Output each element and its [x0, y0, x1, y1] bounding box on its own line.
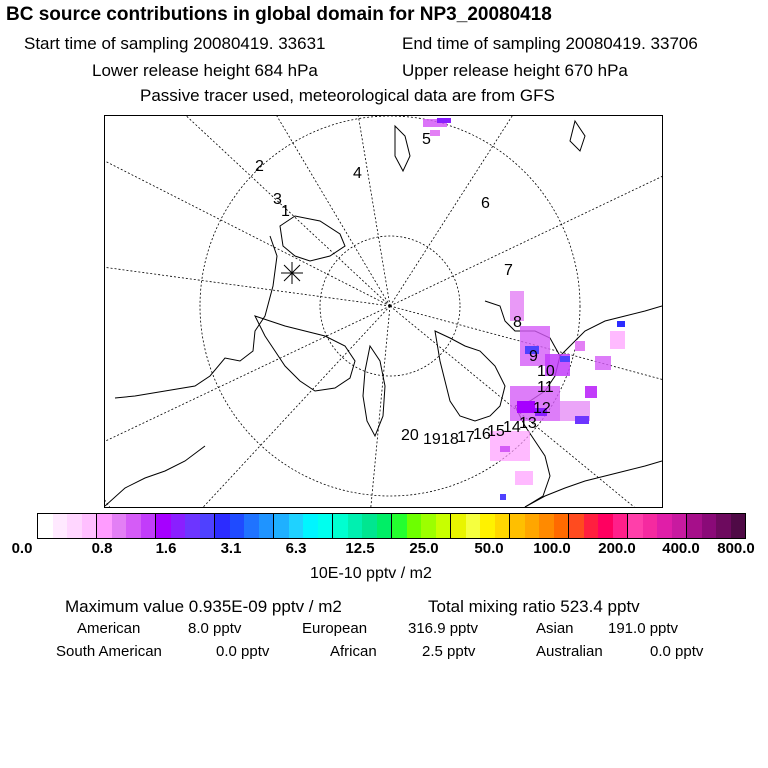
- colorbar-swatch: [702, 514, 717, 538]
- trajectory-label: 12: [533, 400, 551, 417]
- meridian-line: [195, 306, 390, 507]
- colorbar-swatch: [613, 514, 629, 538]
- colorbar-swatch: [687, 514, 702, 538]
- trajectory-label: 2: [255, 158, 264, 175]
- trajectory-label: 9: [529, 348, 538, 365]
- meridian-line: [355, 116, 390, 306]
- trajectory-label: 14: [503, 419, 521, 436]
- colorbar-tick-label: 3.1: [220, 540, 242, 557]
- trajectory-label: 16: [473, 426, 491, 443]
- latitude-circle-outer: [105, 116, 662, 507]
- colorbar-tick-label: 0.0: [11, 540, 33, 557]
- color-scale-bar: [37, 513, 746, 539]
- colorbar-swatch: [200, 514, 216, 538]
- colorbar-swatch: [274, 514, 289, 538]
- total-mixing-ratio-text: Total mixing ratio 523.4 pptv: [428, 597, 640, 616]
- european-value: 316.9 pptv: [408, 620, 479, 637]
- colorbar-swatch: [525, 514, 540, 538]
- colorbar-tick-label: 100.0: [533, 540, 571, 557]
- european-label: European: [302, 620, 368, 637]
- colorbar-swatch: [510, 514, 525, 538]
- colorbar-swatch: [495, 514, 511, 538]
- colorbar-swatch: [451, 514, 466, 538]
- colorbar-swatch: [362, 514, 377, 538]
- meridian-line: [370, 306, 390, 507]
- american-value: 8.0 pptv: [188, 620, 242, 637]
- colorbar-swatch: [421, 514, 436, 538]
- colorbar-tick-label: 25.0: [409, 540, 439, 557]
- meridian-line: [390, 156, 662, 306]
- trajectory-label: 19: [423, 431, 441, 448]
- colorbar-tick-label: 1.6: [155, 540, 177, 557]
- colorbar-tick-label: 200.0: [598, 540, 636, 557]
- coastline: [525, 461, 662, 507]
- trajectory-label: 10: [537, 363, 555, 380]
- trajectory-label: 17: [457, 429, 475, 446]
- colorbar-swatch: [657, 514, 672, 538]
- plot-title: BC source contributions in global domain for NP3_20080418: [6, 4, 552, 25]
- colorbar-swatch: [377, 514, 393, 538]
- colorbar-swatch: [333, 514, 348, 538]
- coastline: [570, 121, 585, 151]
- colorbar-swatch: [731, 514, 746, 538]
- trajectory-label: 3: [273, 191, 282, 208]
- colorbar-tick-label: 50.0: [474, 540, 504, 557]
- colorbar-swatch: [392, 514, 407, 538]
- colorbar-swatch: [82, 514, 98, 538]
- australian-value: 0.0 pptv: [650, 643, 704, 660]
- colorbar-swatch: [67, 514, 82, 538]
- meridian-line: [165, 116, 390, 306]
- trajectory-label: 18: [441, 431, 459, 448]
- colorbar-swatch: [156, 514, 171, 538]
- trajectory-label: 1: [281, 203, 290, 220]
- coastlines: [105, 121, 662, 507]
- colorbar-swatch: [466, 514, 481, 538]
- colorbar-tick-label: 800.0: [717, 540, 755, 557]
- colorbar-swatch: [672, 514, 688, 538]
- south-american-label: South American: [56, 643, 162, 660]
- map-canvas: [105, 116, 662, 507]
- end-time-text: End time of sampling 20080419. 33706: [402, 34, 698, 53]
- colorbar-swatch: [53, 514, 68, 538]
- polar-map: [104, 115, 663, 508]
- meridian-line: [105, 156, 390, 306]
- colorbar-swatch: [598, 514, 613, 538]
- colorbar-swatch: [141, 514, 157, 538]
- colorbar-swatch: [215, 514, 230, 538]
- african-value: 2.5 pptv: [422, 643, 476, 660]
- colorbar-swatch: [716, 514, 731, 538]
- colorbar-swatch: [303, 514, 318, 538]
- colorbar-units-label: 10E-10 pptv / m2: [310, 565, 432, 582]
- coastline: [115, 236, 277, 398]
- trajectory-label: 6: [481, 195, 490, 212]
- coastline: [395, 126, 410, 171]
- colorbar-tick-label: 400.0: [662, 540, 700, 557]
- trajectory-label: 7: [504, 262, 513, 279]
- coastline: [255, 316, 355, 391]
- trajectory-label: 4: [353, 165, 362, 182]
- colorbar-swatch: [259, 514, 275, 538]
- colorbar-tick-label: 12.5: [345, 540, 375, 557]
- trajectory-label: 8: [513, 314, 522, 331]
- trajectory-label: 5: [422, 131, 431, 148]
- colorbar-swatch: [289, 514, 304, 538]
- colorbar-swatch: [318, 514, 334, 538]
- graticule: [105, 116, 662, 507]
- colorbar-swatch: [643, 514, 658, 538]
- african-label: African: [330, 643, 377, 660]
- colorbar-tick-label: 0.8: [91, 540, 113, 557]
- coastline: [435, 331, 505, 421]
- coastline: [105, 446, 205, 506]
- lower-release-height-text: Lower release height 684 hPa: [92, 61, 318, 80]
- colorbar-swatch: [126, 514, 141, 538]
- meridian-line: [105, 306, 390, 446]
- colorbar-swatch: [569, 514, 584, 538]
- colorbar-swatch: [97, 514, 112, 538]
- south-american-value: 0.0 pptv: [216, 643, 270, 660]
- trajectory-labels: [255, 131, 555, 448]
- colorbar-swatch: [230, 514, 245, 538]
- colorbar-swatch: [436, 514, 452, 538]
- colorbar-swatch: [171, 514, 186, 538]
- colorbar-swatch: [480, 514, 495, 538]
- colorbar-tick-label: 6.3: [285, 540, 307, 557]
- trajectory-label: 13: [519, 415, 537, 432]
- meridian-line: [105, 266, 390, 306]
- colorbar-swatch: [584, 514, 599, 538]
- colorbar-swatch: [244, 514, 259, 538]
- colorbar-swatch: [38, 514, 53, 538]
- asian-label: Asian: [536, 620, 574, 637]
- tracer-note-text: Passive tracer used, meteorological data are from GFS: [140, 86, 555, 105]
- colorbar-swatch: [185, 514, 200, 538]
- trajectory-label: 15: [487, 423, 505, 440]
- colorbar-swatch: [407, 514, 422, 538]
- american-label: American: [77, 620, 141, 637]
- colorbar-swatch: [628, 514, 643, 538]
- upper-release-height-text: Upper release height 670 hPa: [402, 61, 628, 80]
- release-site-marker: [281, 262, 303, 284]
- trajectory-label: 20: [401, 427, 419, 444]
- colorbar-swatch: [554, 514, 570, 538]
- colorbar-swatch: [112, 514, 127, 538]
- start-time-text: Start time of sampling 20080419. 33631: [24, 34, 326, 53]
- trajectory-label: 11: [537, 379, 554, 396]
- coastline: [280, 216, 345, 261]
- colorbar-swatch: [348, 514, 363, 538]
- australian-label: Australian: [536, 643, 603, 660]
- asian-value: 191.0 pptv: [608, 620, 679, 637]
- max-value-text: Maximum value 0.935E-09 pptv / m2: [65, 597, 342, 616]
- colorbar-swatch: [539, 514, 554, 538]
